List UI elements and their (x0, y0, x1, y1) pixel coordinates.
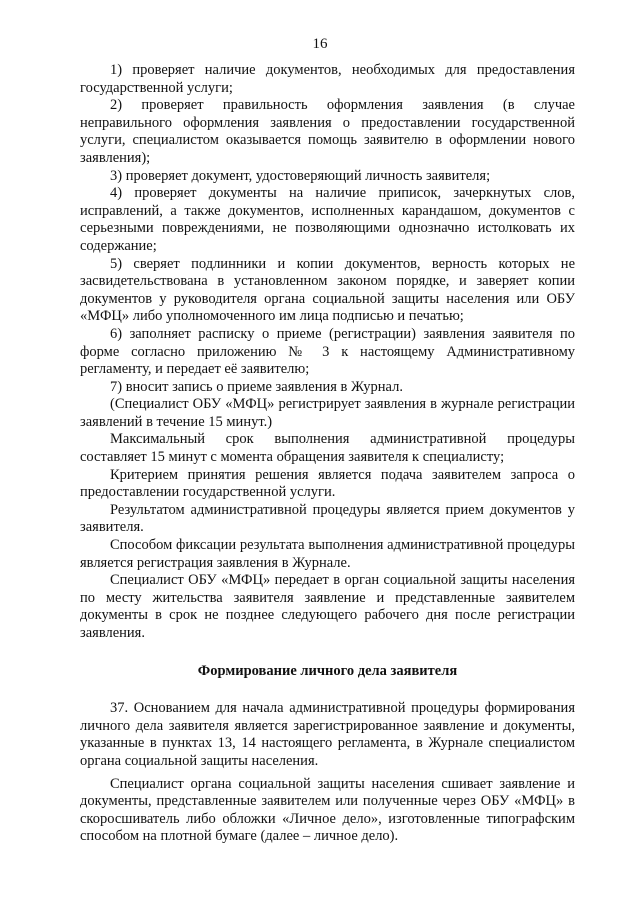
paragraph-item-4: 4) проверяет документы на наличие приписок, зачеркнутых слов, исправлений, а также документов, исполненных карандашом, документов с серьезными повреждениями, не позволяющими однозначно истолковать их содержание; (80, 185, 575, 254)
paragraph-decision-criterion: Критерием принятия решения является подача заявителем запроса о предоставлении государственной услуги. (80, 466, 575, 501)
document-body (80, 62, 575, 846)
section-heading: Формирование личного дела заявителя (197, 662, 458, 679)
paragraph-item-6: 6) заполняет расписку о приеме (регистрации) заявления заявителя по форме согласно приложению № 3 к настоящему Административному регламенту, и передает её заявителю; (80, 325, 575, 378)
page-number: 16 (312, 36, 328, 52)
paragraph-item-3: 3) проверяет документ, удостоверяющий личность заявителя; (110, 167, 491, 184)
paragraph-item-5: 5) сверяет подлинники и копии документов, верность которых не засвидетельствована в установленном законом порядке, и заверяет копии документов у руководителя органа социальной защиты населения или ОБУ «МФЦ» либо уполномоченного им лица подписью и печатью; (80, 255, 575, 325)
paragraph-mfc-note: (Специалист ОБУ «МФЦ» регистрирует заявления в журнале регистрации заявлений в течение 15 минут.) (80, 396, 575, 430)
paragraph-procedure-result: Результатом административной процедуры является прием документов у заявителя. (80, 501, 575, 536)
paragraph-item-37: 37. Основанием для начала административной процедуры формирования личного дела заявителя является зарегистрированное заявление и документы, указанные в пунктах 13, 14 настоящего регламента, в Журнале специалистом органа социальной защиты населения. (80, 700, 575, 769)
paragraph-result-fixation: Способом фиксации результата выполнения административной процедуры является регистрация заявления в Журнале. (80, 537, 575, 571)
paragraph-item-1: 1) проверяет наличие документов, необходимых для предоставления государственной услуги; (80, 62, 575, 96)
paragraph-item-7: 7) вносит запись о приеме заявления в Журнал. (110, 378, 403, 395)
paragraph-mfc-transfer: Специалист ОБУ «МФЦ» передает в орган социальной защиты населения по месту жительства заявителя заявление и представленные заявителем документы в срок не позднее следующего рабочего дня после регистрации заявления. (80, 572, 575, 641)
paragraph-item-2: 2) проверяет правильность оформления заявления (в случае неправильного оформления заявления о предоставлении государственной услуги, специалистом оказывается помощь заявителю в оформлении нового заявления); (80, 97, 575, 166)
paragraph-personal-file: Специалист органа социальной защиты населения сшивает заявление и документы, представленные заявителем или полученные через ОБУ «МФЦ» в скоросшиватель либо обложки «Личное дело», изготовленные типографским способом на плотной бумаге (далее – личное дело). (80, 775, 575, 845)
paragraph-max-duration: Максимальный срок выполнения административной процедуры составляет 15 минут с момента обращения заявителя к специалисту; (80, 431, 575, 466)
